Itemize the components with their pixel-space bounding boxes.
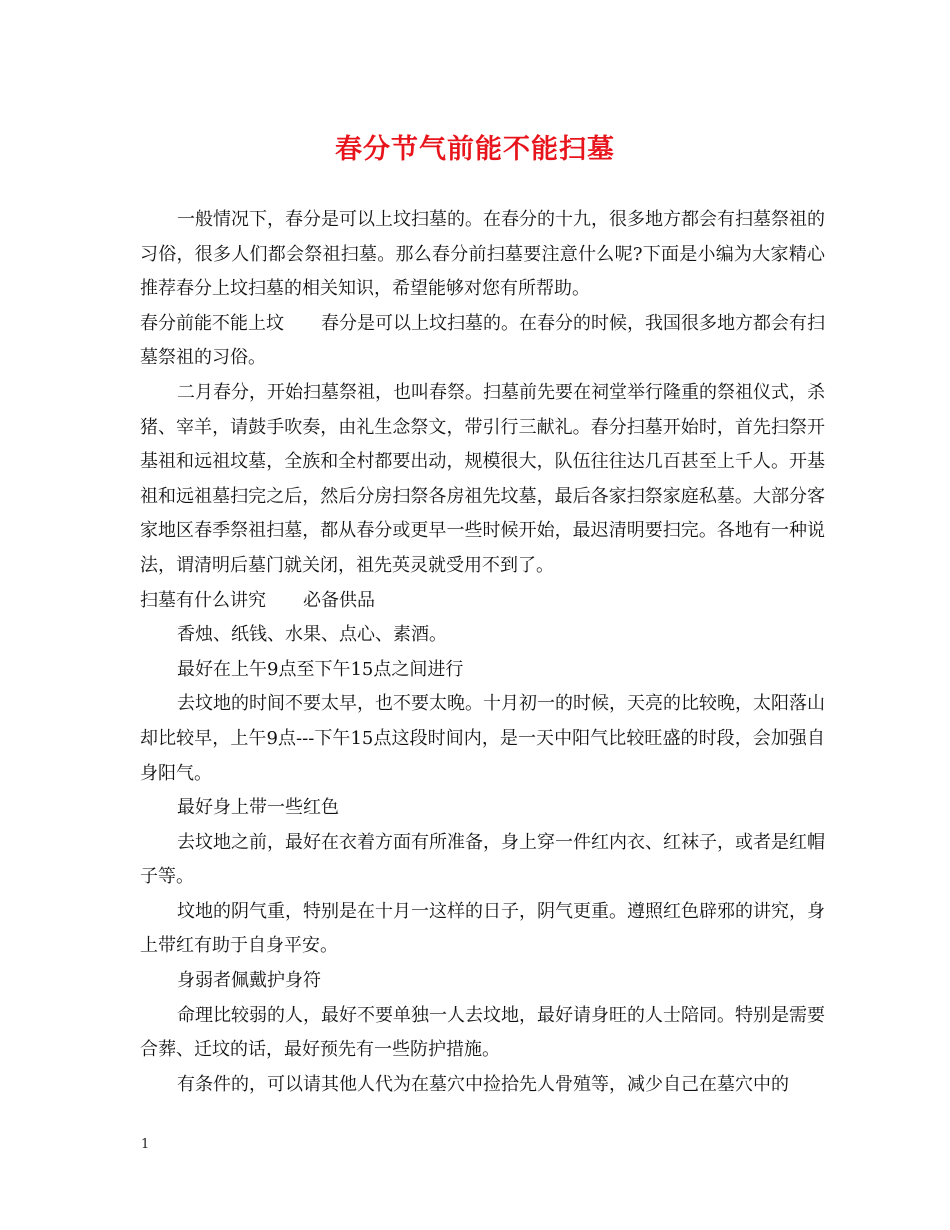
subheading-time: 最好在上午9点至下午15点之间进行 xyxy=(177,658,464,680)
paragraph-spring-ritual: 二月春分，开始扫墓祭祖，也叫春祭。扫墓前先要在祠堂举行隆重的祭祖仪式，杀猪、宰羊，请鼓手吹奏，由礼生念祭文，带引行三献礼。春分扫墓开始时，首先扫祭开基祖和远祖坟墓，全族和全村都要出动，规模很大，队伍往往达几百甚至上千人。开基祖和远祖墓扫完之后，然后分房扫祭各房祖先坟墓，最后各家扫祭家庭私墓。大部分客家地区春季祭祖扫墓，都从春分或更早一些时候开始，最迟清明要扫完。各地有一种说法，谓清明后墓门就关闭，祖先英灵就受用不到了。 xyxy=(140,381,825,576)
subheading-amulet: 身弱者佩戴护身符 xyxy=(177,970,321,992)
page-number: 1 xyxy=(141,1137,150,1152)
document-title: 春分节气前能不能扫墓 xyxy=(335,134,615,165)
paragraph-can-visit xyxy=(140,307,825,376)
section-heading: 扫墓有什么讲究 xyxy=(140,589,266,611)
subheading-red: 最好身上带一些红色 xyxy=(177,797,339,819)
paragraph-text: 春分是可以上坟扫墓的。在春分的时候，我国很多地方都会有扫墓祭祖的习俗。 xyxy=(140,312,825,369)
paragraph-weak-fate: 命理比较弱的人，最好不要单独一人去坟地，最好请身旺的人士陪同。特别是需要合葬、迁坟的话，最好预先有一些防护措施。 xyxy=(140,1004,825,1061)
section-heading: 春分前能不能上坟 xyxy=(140,312,284,334)
paragraph-conditions: 有条件的，可以请其他人代为在墓穴中捡拾先人骨殖等，减少自己在墓穴中的 xyxy=(177,1073,789,1095)
paragraph-intro: 一般情况下，春分是可以上坟扫墓的。在春分的十九，很多地方都会有扫墓祭祖的习俗，很多人们都会祭祖扫墓。那么春分前扫墓要注意什么呢?下面是小编为大家精心推荐春分上坟扫墓的相关知识，希望能够对您有所帮助。 xyxy=(140,209,825,300)
paragraph-offerings: 香烛、纸钱、水果、点心、素酒。 xyxy=(177,624,447,646)
paragraph-yin-energy: 坟地的阴气重，特别是在十月一这样的日子，阴气更重。遵照红色辟邪的讲究，身上带红有助于自身平安。 xyxy=(140,900,825,957)
paragraph-customs xyxy=(140,584,825,619)
paragraph-time: 去坟地的时间不要太早，也不要太晚。十月初一的时候，天亮的比较晚，太阳落山却比较早，上午9点---下午15点这段时间内，是一天中阳气比较旺盛的时段，会加强自身阳气。 xyxy=(140,693,825,784)
subheading: 必备供品 xyxy=(303,589,375,611)
document-body xyxy=(140,203,825,1102)
paragraph-red-clothing: 去坟地之前，最好在衣着方面有所准备，身上穿一件红内衣、红袜子，或者是红帽子等。 xyxy=(140,831,825,888)
